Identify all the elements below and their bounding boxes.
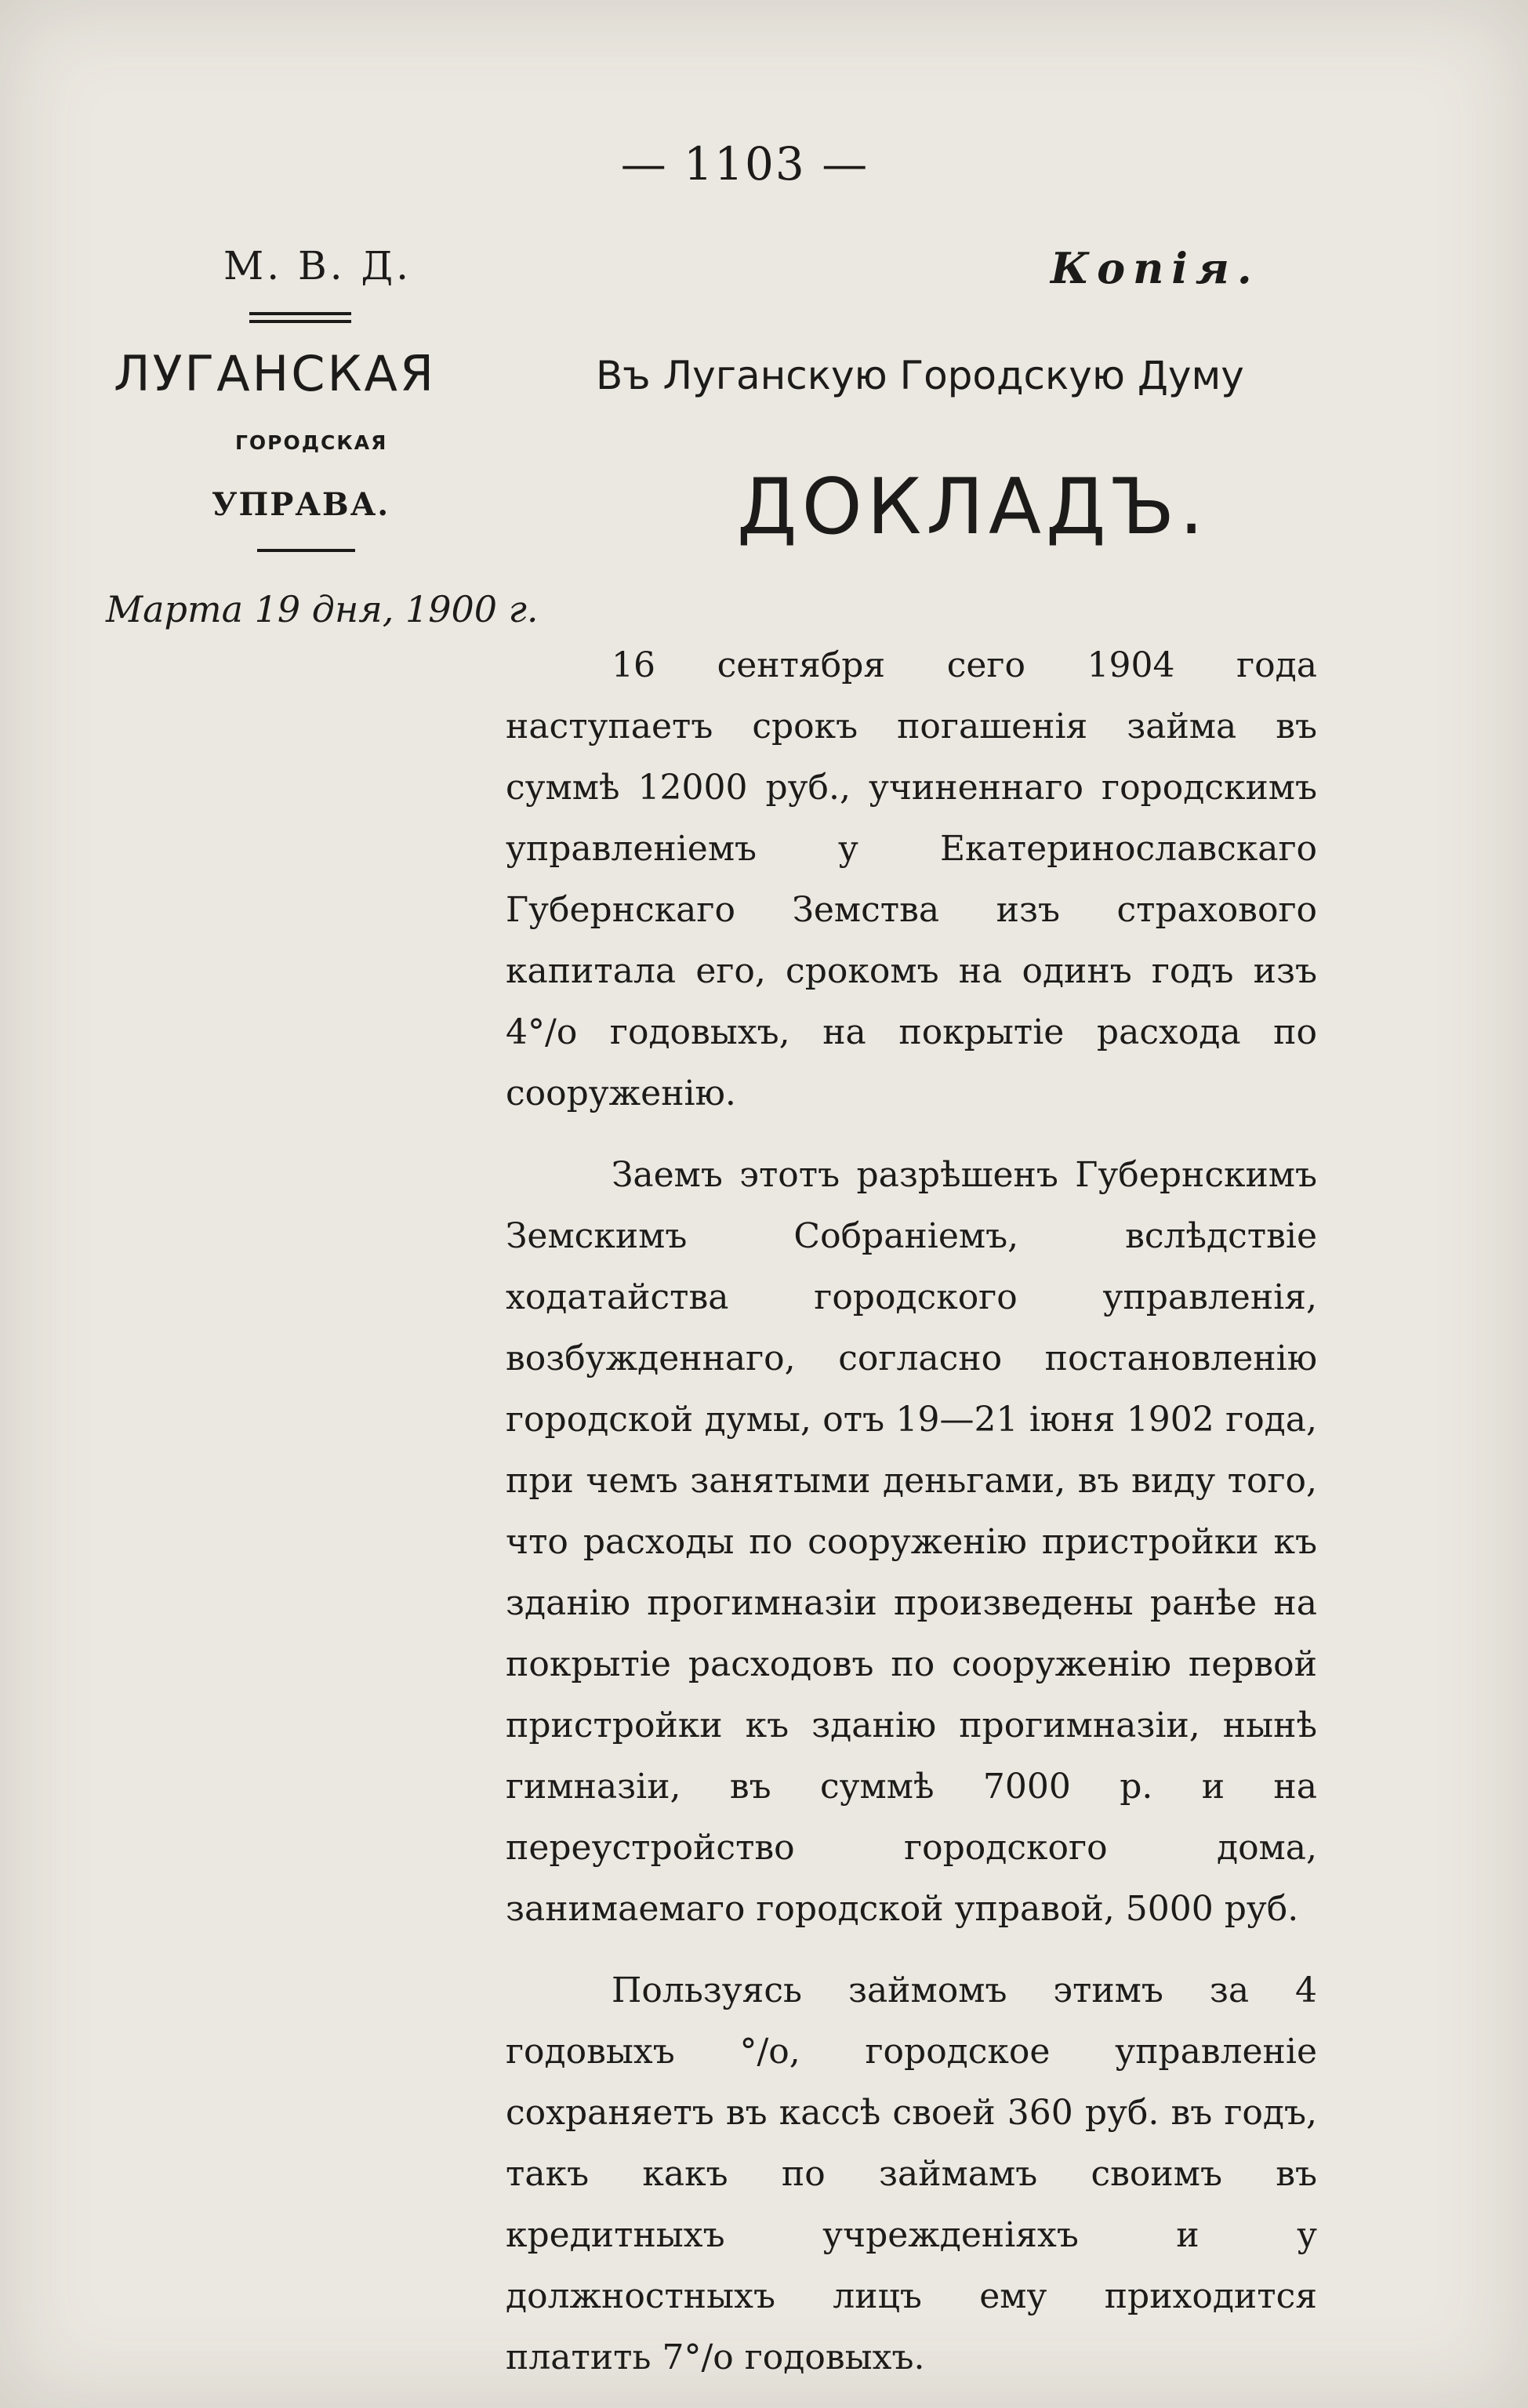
paragraph: Пользуясь займомъ этимъ за 4 годовыхъ °/о, городское управленіе сохраняетъ въ кассѣ своей 360 руб. въ годъ, такъ какъ по займамъ своимъ въ кредитныхъ учрежденіяхъ и у должностныхъ лицъ ему приходится платить 7°/о годовыхъ. bbox=[506, 1970, 1317, 2377]
department-name: ЛУГАНСКАЯ bbox=[114, 345, 437, 402]
paragraph: 16 сентября сего 1904 года наступаетъ срокъ погашенія займа въ суммѣ 12000 руб., учиненнаго городскимъ управленіемъ у Екатеринославскаго Губернскаго Земства изъ страхового капитала его, срокомъ на одинъ годъ изъ 4°/о годовыхъ, на покрытіе расхода по сооруженію. bbox=[506, 645, 1317, 1113]
ministry-abbreviation: М. В. Д. bbox=[223, 243, 412, 289]
paragraph: Заемъ этотъ разрѣшенъ Губернскимъ Земскимъ Собраніемъ, вслѣдствіе ходатайства городского управленія, возбужденнаго, согласно постановленію городской думы, отъ 19—21 іюня 1902 года, при чемъ занятыми деньгами, въ виду того, что расходы по сооруженію пристройки къ зданію прогимназіи произведены ранѣе на покрытіе расходовъ по сооруженію первой пристройки къ зданію прогимназіи, нынѣ гимназіи, въ суммѣ 7000 р. и на переустройство городского дома, занимаемаго городской управой, 5000 руб. bbox=[506, 1155, 1317, 1929]
page-number: — 1103 — bbox=[620, 137, 869, 191]
addressee: Въ Луганскую Городскую Думу bbox=[596, 353, 1244, 398]
department-type: ГОРОДСКАЯ bbox=[235, 431, 388, 454]
department-kind: УПРАВА. bbox=[212, 486, 390, 523]
document-title: ДОКЛАДЪ. bbox=[737, 463, 1209, 552]
document-date: Марта 19 дня, 1900 г. bbox=[106, 588, 539, 630]
copy-mark: Копія. bbox=[1051, 243, 1260, 293]
